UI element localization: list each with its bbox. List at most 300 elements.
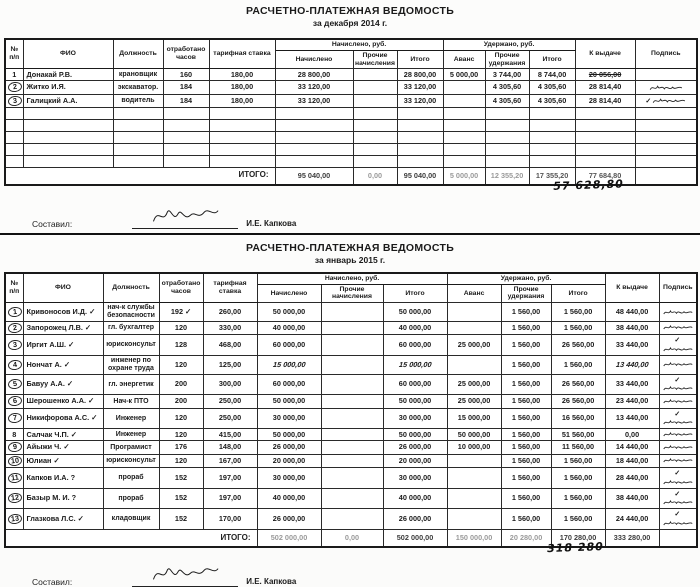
cell-deducted-total [529, 143, 575, 155]
cell-post: юрисконсульт [103, 335, 159, 356]
cell-accrued-total: 50 000,00 [383, 395, 447, 408]
cell-post: Инженер [103, 429, 159, 441]
cell-other-accruals [321, 321, 383, 334]
total-payout: 77 684,80 [575, 167, 635, 185]
cell-payout [575, 119, 635, 131]
col-group-deducted: Удержано, руб. [443, 39, 575, 50]
signature-scribble-icon [663, 519, 693, 528]
cell-post: Инженер [103, 408, 159, 429]
cell-num: 3 [5, 94, 23, 107]
cell-advance: 25 000,00 [447, 335, 501, 356]
table-row [5, 467, 697, 488]
cell-advance [443, 143, 485, 155]
table-row [5, 303, 697, 322]
checkmark-icon: ✓ [674, 469, 681, 477]
cell-signature [635, 131, 697, 143]
checkmark-icon: ✓ [674, 376, 681, 384]
table-row [5, 429, 697, 441]
cell-accrued-total: 26 000,00 [383, 441, 447, 454]
cell-payout: 13 440,00 [605, 408, 659, 429]
col-group-deducted: Удержано, руб. [447, 273, 605, 284]
cell-num: 5 [5, 374, 23, 395]
table-row [5, 335, 697, 356]
cell-deducted-total: 16 560,00 [551, 408, 605, 429]
col-header-other-deductions: Прочие удержания [485, 50, 529, 69]
cell-other-accruals [321, 509, 383, 530]
cell-num [5, 107, 23, 119]
cell-rate [209, 131, 275, 143]
checkmark-icon: ✓ [674, 490, 681, 498]
cell-fio: Никифорова А.С. ✓ [23, 408, 103, 429]
total-accrued: 502 000,00 [257, 530, 321, 548]
table-row [5, 69, 697, 81]
col-header-deducted-total: Итого [529, 50, 575, 69]
signature-scribble-icon [663, 360, 693, 369]
cell-accrued: 33 120,00 [275, 94, 353, 107]
table-row [5, 143, 697, 155]
cell-fio [23, 131, 113, 143]
cell-accrued: 26 000,00 [257, 441, 321, 454]
cell-accrued [275, 131, 353, 143]
cell-payout: 48 440,00 [605, 303, 659, 322]
totals-label: ИТОГО: [5, 530, 257, 548]
cell-deducted-total: 26 560,00 [551, 335, 605, 356]
cell-num: 4 [5, 355, 23, 374]
signature-scribble-icon [663, 345, 693, 354]
cell-rate [209, 155, 275, 167]
cell-accrued-total: 30 000,00 [383, 408, 447, 429]
cell-accrued: 28 800,00 [275, 69, 353, 81]
table-row [5, 107, 697, 119]
cell-deducted-total: 1 560,00 [551, 355, 605, 374]
cell-accrued-total [397, 131, 443, 143]
cell-accrued-total [397, 143, 443, 155]
cell-deducted-total: 1 560,00 [551, 488, 605, 509]
cell-num: 2 [5, 321, 23, 334]
cell-deducted-total [529, 119, 575, 131]
cell-post [113, 143, 163, 155]
cell-accrued-total: 50 000,00 [383, 429, 447, 441]
cell-other-deductions [485, 131, 529, 143]
cell-accrued: 40 000,00 [257, 321, 321, 334]
cell-hours: 160 [163, 69, 209, 81]
cell-post: гл. бухгалтер [103, 321, 159, 334]
cell-payout [575, 131, 635, 143]
cell-hours [163, 131, 209, 143]
cell-advance [447, 355, 501, 374]
cell-advance [447, 321, 501, 334]
cell-payout [575, 143, 635, 155]
cell-accrued: 26 000,00 [257, 509, 321, 530]
cell-accrued-total: 15 000,00 [383, 355, 447, 374]
cell-other-deductions: 1 560,00 [501, 488, 551, 509]
cell-accrued-total [397, 107, 443, 119]
handwritten-total: 318 280 [546, 540, 605, 556]
signature-scribble-icon [146, 206, 224, 226]
cell-post [113, 131, 163, 143]
cell-fio: Базыр М. И. ? [23, 488, 103, 509]
cell-deducted-total: 4 305,60 [529, 94, 575, 107]
cell-signature [635, 143, 697, 155]
cell-accrued-total: 33 120,00 [397, 94, 443, 107]
table-row [5, 81, 697, 94]
cell-rate: 260,00 [203, 303, 257, 322]
table-row [5, 509, 697, 530]
col-header-payout: К выдаче [575, 39, 635, 69]
table-row [5, 454, 697, 467]
cell-rate: 167,00 [203, 454, 257, 467]
cell-signature [635, 69, 697, 81]
cell-signature [635, 81, 697, 94]
page-title: РАСЧЕТНО-ПЛАТЕЖНАЯ ВЕДОМОСТЬ [245, 5, 455, 17]
cell-deducted-total: 51 560,00 [551, 429, 605, 441]
cell-num: 13 [5, 509, 23, 530]
cell-signature [659, 441, 697, 454]
cell-payout: 24 440,00 [605, 509, 659, 530]
cell-other-deductions: 1 560,00 [501, 441, 551, 454]
cell-fio: Запорожец Л.В. ✓ [23, 321, 103, 334]
cell-post: Нач-к ПТО [103, 395, 159, 408]
cell-other-accruals [321, 303, 383, 322]
cell-accrued [275, 107, 353, 119]
col-header-accrued-total: Итого [397, 50, 443, 69]
cell-signature [659, 355, 697, 374]
payroll-table-december [4, 38, 698, 186]
cell-rate [209, 143, 275, 155]
table-row [5, 119, 697, 131]
signature-scribble-icon [663, 384, 693, 393]
cell-deducted-total: 1 560,00 [551, 454, 605, 467]
cell-other-deductions: 1 560,00 [501, 303, 551, 322]
cell-advance: 25 000,00 [447, 374, 501, 395]
signature-scribble-icon [663, 323, 693, 332]
cell-fio: Иргит А.Ш. ✓ [23, 335, 103, 356]
total-other-deductions: 12 355,20 [485, 167, 529, 185]
signature-scribble-icon [663, 443, 693, 452]
table-row [5, 374, 697, 395]
cell-advance [447, 509, 501, 530]
cell-post: нач-к службы безопасности [103, 303, 159, 322]
cell-signature [635, 107, 697, 119]
signature-scribble-icon [663, 456, 693, 465]
cell-other-accruals [321, 467, 383, 488]
col-header-fio: ФИО [23, 273, 103, 303]
cell-fio: Юлиан ✓ [23, 454, 103, 467]
cell-hours: 176 [159, 441, 203, 454]
table-row [5, 155, 697, 167]
checkmark-icon: ✓ [674, 511, 681, 519]
cell-rate: 125,00 [203, 355, 257, 374]
cell-fio [23, 119, 113, 131]
cell-fio [23, 155, 113, 167]
cell-num [5, 155, 23, 167]
cell-advance: 5 000,00 [443, 69, 485, 81]
cell-post: гл. энергетик [103, 374, 159, 395]
cell-num: 12 [5, 488, 23, 509]
cell-payout: 38 440,00 [605, 488, 659, 509]
cell-other-deductions: 1 560,00 [501, 355, 551, 374]
cell-rate: 300,00 [203, 374, 257, 395]
cell-payout: 23 440,00 [605, 395, 659, 408]
cell-advance [447, 488, 501, 509]
col-header-fio: ФИО [23, 39, 113, 69]
cell-post: экскаватор. [113, 81, 163, 94]
cell-num: 9 [5, 441, 23, 454]
cell-hours: 200 [159, 395, 203, 408]
cell-payout: 0,00 [605, 429, 659, 441]
table-row [5, 355, 697, 374]
cell-fio: Житко И.Я. [23, 81, 113, 94]
total-other-accruals: 0,00 [353, 167, 397, 185]
cell-deducted-total: 26 560,00 [551, 374, 605, 395]
cell-signature [635, 94, 697, 107]
col-header-accrued: Начислено [275, 50, 353, 69]
col-header-num: № п/п [5, 39, 23, 69]
cell-other-deductions: 1 560,00 [501, 467, 551, 488]
col-header-payout: К выдаче [605, 273, 659, 303]
col-header-accrued: Начислено [257, 284, 321, 303]
cell-deducted-total: 1 560,00 [551, 467, 605, 488]
col-header-signature: Подпись [659, 273, 697, 303]
cell-accrued [275, 155, 353, 167]
cell-post [113, 107, 163, 119]
col-header-num: № п/п [5, 273, 23, 303]
cell-deducted-total [529, 131, 575, 143]
cell-hours [163, 119, 209, 131]
col-group-accrued: Начислено, руб. [257, 273, 447, 284]
cell-accrued [275, 119, 353, 131]
cell-post: крановщик [113, 69, 163, 81]
cell-other-accruals [353, 107, 397, 119]
cell-advance: 25 000,00 [447, 395, 501, 408]
signature-scribble-icon [652, 96, 686, 106]
cell-signature [635, 119, 697, 131]
cell-accrued: 30 000,00 [257, 408, 321, 429]
cell-rate: 180,00 [209, 81, 275, 94]
col-header-advance: Аванс [443, 50, 485, 69]
cell-advance [443, 119, 485, 131]
col-header-other-deductions: Прочие удержания [501, 284, 551, 303]
cell-num: 11 [5, 467, 23, 488]
cell-num: 1 [5, 69, 23, 81]
cell-deducted-total: 11 560,00 [551, 441, 605, 454]
page-subtitle: за декабря 2014 г. [312, 18, 388, 28]
cell-accrued: 60 000,00 [257, 335, 321, 356]
cell-hours: 152 [159, 509, 203, 530]
cell-other-accruals [353, 131, 397, 143]
cell-accrued-total [397, 155, 443, 167]
cell-rate [209, 119, 275, 131]
cell-other-deductions: 1 560,00 [501, 374, 551, 395]
cell-payout [575, 107, 635, 119]
cell-post: юрисконсульт [103, 454, 159, 467]
cell-accrued: 15 000,00 [257, 355, 321, 374]
cell-fio [23, 107, 113, 119]
cell-signature [659, 335, 697, 356]
cell-fio: Бавуу А.А. ✓ [23, 374, 103, 395]
cell-accrued: 50 000,00 [257, 429, 321, 441]
cell-signature [659, 429, 697, 441]
cell-other-accruals [321, 488, 383, 509]
cell-payout: 28 814,40 [575, 94, 635, 107]
cell-accrued-total: 40 000,00 [383, 488, 447, 509]
cell-hours: 200 [159, 374, 203, 395]
cell-other-deductions [485, 143, 529, 155]
cell-advance [443, 107, 485, 119]
cell-other-deductions: 1 560,00 [501, 395, 551, 408]
cell-num: 3 [5, 335, 23, 356]
payroll-table-january [4, 272, 698, 548]
cell-other-accruals [353, 69, 397, 81]
signature-scribble-icon [663, 418, 693, 427]
table-row [5, 408, 697, 429]
cell-signature [659, 509, 697, 530]
cell-accrued-total: 30 000,00 [383, 467, 447, 488]
cell-payout: 28 440,00 [605, 467, 659, 488]
cell-post [113, 119, 163, 131]
cell-other-accruals [353, 94, 397, 107]
col-header-other-accruals: Прочие начисления [353, 50, 397, 69]
cell-accrued: 50 000,00 [257, 395, 321, 408]
cell-rate: 180,00 [209, 69, 275, 81]
col-header-hours: отработано часов [163, 39, 209, 69]
cell-signature [659, 395, 697, 408]
cell-advance [443, 131, 485, 143]
handwritten-total: 57 628,80 [553, 177, 625, 193]
cell-hours: 120 [159, 429, 203, 441]
cell-fio [23, 143, 113, 155]
total-accrued-total: 502 000,00 [383, 530, 447, 548]
cell-other-deductions [485, 155, 529, 167]
checkmark-icon: ✓ [674, 410, 681, 418]
cell-other-accruals [321, 454, 383, 467]
cell-fio: Донакай Р.В. [23, 69, 113, 81]
cell-payout: 33 440,00 [605, 335, 659, 356]
cell-deducted-total: 1 560,00 [551, 509, 605, 530]
cell-advance: 15 000,00 [447, 408, 501, 429]
compiled-name: И.Е. Капкова [246, 218, 297, 228]
cell-payout: 13 440,00 [605, 355, 659, 374]
cell-signature [659, 303, 697, 322]
cell-other-deductions: 1 560,00 [501, 335, 551, 356]
cell-rate: 250,00 [203, 395, 257, 408]
cell-fio: Салчак Ч.П. ✓ [23, 429, 103, 441]
col-header-signature: Подпись [635, 39, 697, 69]
cell-other-accruals [321, 335, 383, 356]
cell-accrued-total: 60 000,00 [383, 374, 447, 395]
cell-other-deductions: 4 305,60 [485, 81, 529, 94]
cell-payout: 18 440,00 [605, 454, 659, 467]
cell-accrued: 33 120,00 [275, 81, 353, 94]
cell-other-deductions [485, 107, 529, 119]
cell-post: прораб [103, 488, 159, 509]
cell-advance [443, 155, 485, 167]
cell-advance [447, 454, 501, 467]
total-deducted-total: 170 280,00 [551, 530, 605, 548]
cell-deducted-total: 1 560,00 [551, 303, 605, 322]
total-other-deductions: 20 280,00 [501, 530, 551, 548]
cell-deducted-total: 8 744,00 [529, 69, 575, 81]
cell-fio: Кривоносов И.Д. ✓ [23, 303, 103, 322]
total-payout: 333 280,00 [605, 530, 659, 548]
cell-fio: Галицкий А.А. [23, 94, 113, 107]
signature-scribble-icon [663, 478, 693, 487]
table-row [5, 441, 697, 454]
cell-hours: 184 [163, 81, 209, 94]
cell-other-accruals [321, 441, 383, 454]
cell-accrued-total: 50 000,00 [383, 303, 447, 322]
payroll-sheet-january [0, 237, 700, 587]
cell-accrued: 50 000,00 [257, 303, 321, 322]
compiled-by-line [32, 206, 696, 229]
cell-advance: 50 000,00 [447, 429, 501, 441]
signature-scribble-icon [663, 397, 693, 406]
cell-fio: Шерошенко А.А. ✓ [23, 395, 103, 408]
cell-other-deductions: 1 560,00 [501, 408, 551, 429]
cell-accrued: 20 000,00 [257, 454, 321, 467]
cell-other-deductions: 1 560,00 [501, 429, 551, 441]
table-row [5, 131, 697, 143]
cell-fio: Нончат А. ✓ [23, 355, 103, 374]
cell-rate: 180,00 [209, 94, 275, 107]
compiled-name: И.Е. Капкова [246, 577, 297, 587]
page-subtitle: за январь 2015 г. [314, 254, 386, 265]
cell-num: 6 [5, 395, 23, 408]
table-row [5, 321, 697, 334]
cell-hours: 120 [159, 454, 203, 467]
total-advance: 150 000,00 [447, 530, 501, 548]
cell-fio: Капков И.А. ? [23, 467, 103, 488]
cell-other-accruals [321, 429, 383, 441]
cell-accrued: 30 000,00 [257, 467, 321, 488]
cell-hours: 152 [159, 467, 203, 488]
checkmark-icon: ✓ [674, 337, 681, 345]
cell-deducted-total: 4 305,60 [529, 81, 575, 94]
cell-hours: 184 [163, 94, 209, 107]
col-header-other-accruals: Прочие начисления [321, 284, 383, 303]
total-other-accruals: 0,00 [321, 530, 383, 548]
cell-accrued: 40 000,00 [257, 488, 321, 509]
cell-advance [447, 303, 501, 322]
cell-deducted-total [529, 155, 575, 167]
cell-other-accruals [321, 355, 383, 374]
cell-num [5, 131, 23, 143]
cell-other-deductions: 1 560,00 [501, 321, 551, 334]
col-header-deducted-total: Итого [551, 284, 605, 303]
cell-rate: 415,00 [203, 429, 257, 441]
cell-num: 1 [5, 303, 23, 322]
signature-scribble-icon [663, 498, 693, 507]
col-header-rate: тарифная ставка [203, 273, 257, 303]
cell-other-accruals [353, 155, 397, 167]
cell-hours [163, 107, 209, 119]
cell-other-accruals [321, 408, 383, 429]
cell-hours: 120 [159, 355, 203, 374]
cell-accrued-total [397, 119, 443, 131]
cell-num: 7 [5, 408, 23, 429]
signature-scribble-icon [663, 430, 693, 439]
cell-signature [659, 408, 697, 429]
cell-hours: 152 [159, 488, 203, 509]
total-accrued: 95 040,00 [275, 167, 353, 185]
cell-advance [443, 81, 485, 94]
cell-other-accruals [353, 143, 397, 155]
cell-other-accruals [321, 374, 383, 395]
cell-hours: 120 [159, 321, 203, 334]
cell-signature [635, 155, 697, 167]
total-deducted-total: 17 355,20 [529, 167, 575, 185]
total-advance: 5 000,00 [443, 167, 485, 185]
